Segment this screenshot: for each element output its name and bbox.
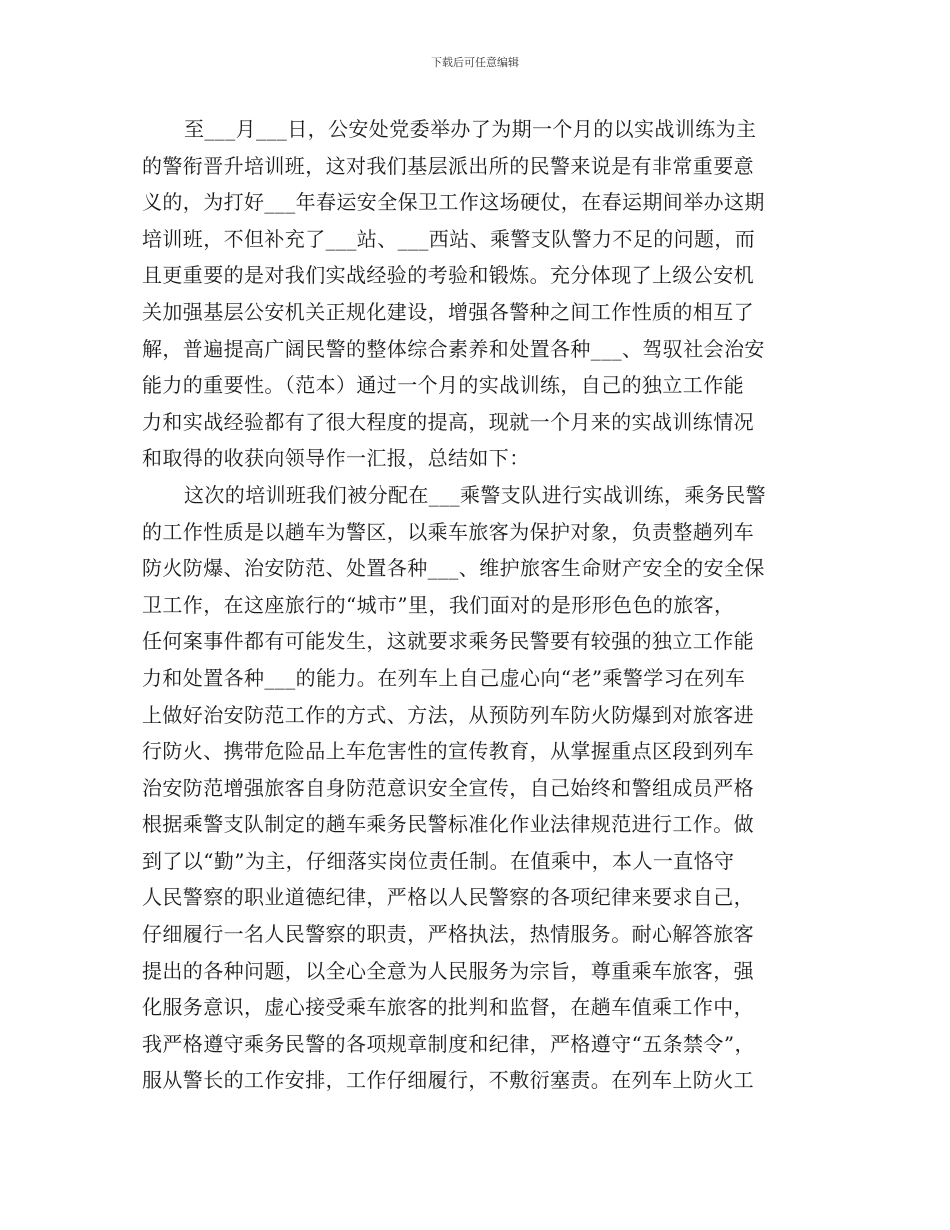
text-line: 防火防爆、治安防范、处置各种___、维护旅客生命财产安全的安全保 [142, 556, 765, 581]
text-line: 治安防范增强旅客自身防范意识安全宣传，自己始终和警组成员严格 [142, 775, 754, 800]
text-line: 化服务意识，虚心接受乘车旅客的批判和监督，在趟车值乘工作中， [142, 995, 754, 1020]
text-line: 根据乘警支队制定的趟车乘务民警标准化作业法律规范进行工作。做 [142, 812, 754, 837]
text-line: 的工作性质是以趟车为警区，以乘车旅客为保护对象，负责整趟列车 [142, 519, 754, 544]
text-line: 上做好治安防范工作的方式、方法，从预防列车防火防爆到对旅客进 [142, 702, 754, 727]
text-line: 力和处置各种___的能力。在列车上自己虚心向“老”乘警学习在列车 [142, 665, 746, 690]
text-line: 行防火、携带危险品上车危害性的宣传教育，从掌握重点区段到列车 [142, 739, 754, 764]
text-line: 且更重要的是对我们实战经验的考验和锻炼。充分体现了上级公安机 [142, 263, 754, 288]
text-line: 和取得的收获向领导作一汇报，总结如下： [142, 446, 530, 471]
document-body [142, 111, 814, 1099]
text-line: 仔细履行一名人民警察的职责，严格执法，热情服务。耐心解答旅客 [142, 922, 754, 947]
paragraph-1 [142, 111, 814, 477]
text-line: 任何案事件都有可能发生，这就要求乘务民警要有较强的独立工作能 [142, 629, 754, 654]
text-line: 这次的培训班我们被分配在___乘警支队进行实战训练，乘务民警 [184, 482, 766, 507]
paragraph-2 [142, 477, 814, 1099]
text-line: 服从警长的工作安排，工作仔细履行，不敷衍塞责。在列车上防火工 [142, 1068, 754, 1093]
text-line: 培训班，不但补充了___站、___西站、乘警支队警力不足的问题，而 [142, 226, 756, 251]
text-line: 力和实战经验都有了很大程度的提高，现就一个月来的实战训练情况 [142, 409, 754, 434]
text-line: 关加强基层公安机关正规化建设，增强各警种之间工作性质的相互了 [142, 299, 754, 324]
text-line: 的警衔晋升培训班，这对我们基层派出所的民警来说是有非常重要意 [142, 153, 754, 178]
page-header: 下载后可任意编辑 [431, 56, 519, 69]
text-line: 提出的各种问题，以全心全意为人民服务为宗旨，尊重乘车旅客，强 [142, 958, 754, 983]
text-line: 我严格遵守乘务民警的各项规章制度和纪律，严格遵守“五条禁令”， [142, 1031, 755, 1056]
text-line: 人民警察的职业道德纪律，严格以人民警察的各项纪律来要求自己， [142, 885, 754, 910]
text-line: 义的，为打好___年春运安全保卫工作这场硬仗，在春运期间举办这期 [142, 190, 765, 215]
text-line: 能力的重要性。（范本）通过一个月的实战训练，自己的独立工作能 [142, 373, 744, 398]
text-line: 卫工作，在这座旅行的“城市”里，我们面对的是形形色色的旅客， [142, 592, 735, 617]
text-line: 到了以“勤”为主，仔细落实岗位责任制。在值乘中，本人一直恪守 [142, 848, 735, 873]
text-line: 至___月___日，公安处党委举办了为期一个月的以实战训练为主 [184, 117, 757, 141]
text-line: 解，普遍提高广阔民警的整体综合素养和处置各种___、驾驭社会治安 [142, 336, 765, 361]
